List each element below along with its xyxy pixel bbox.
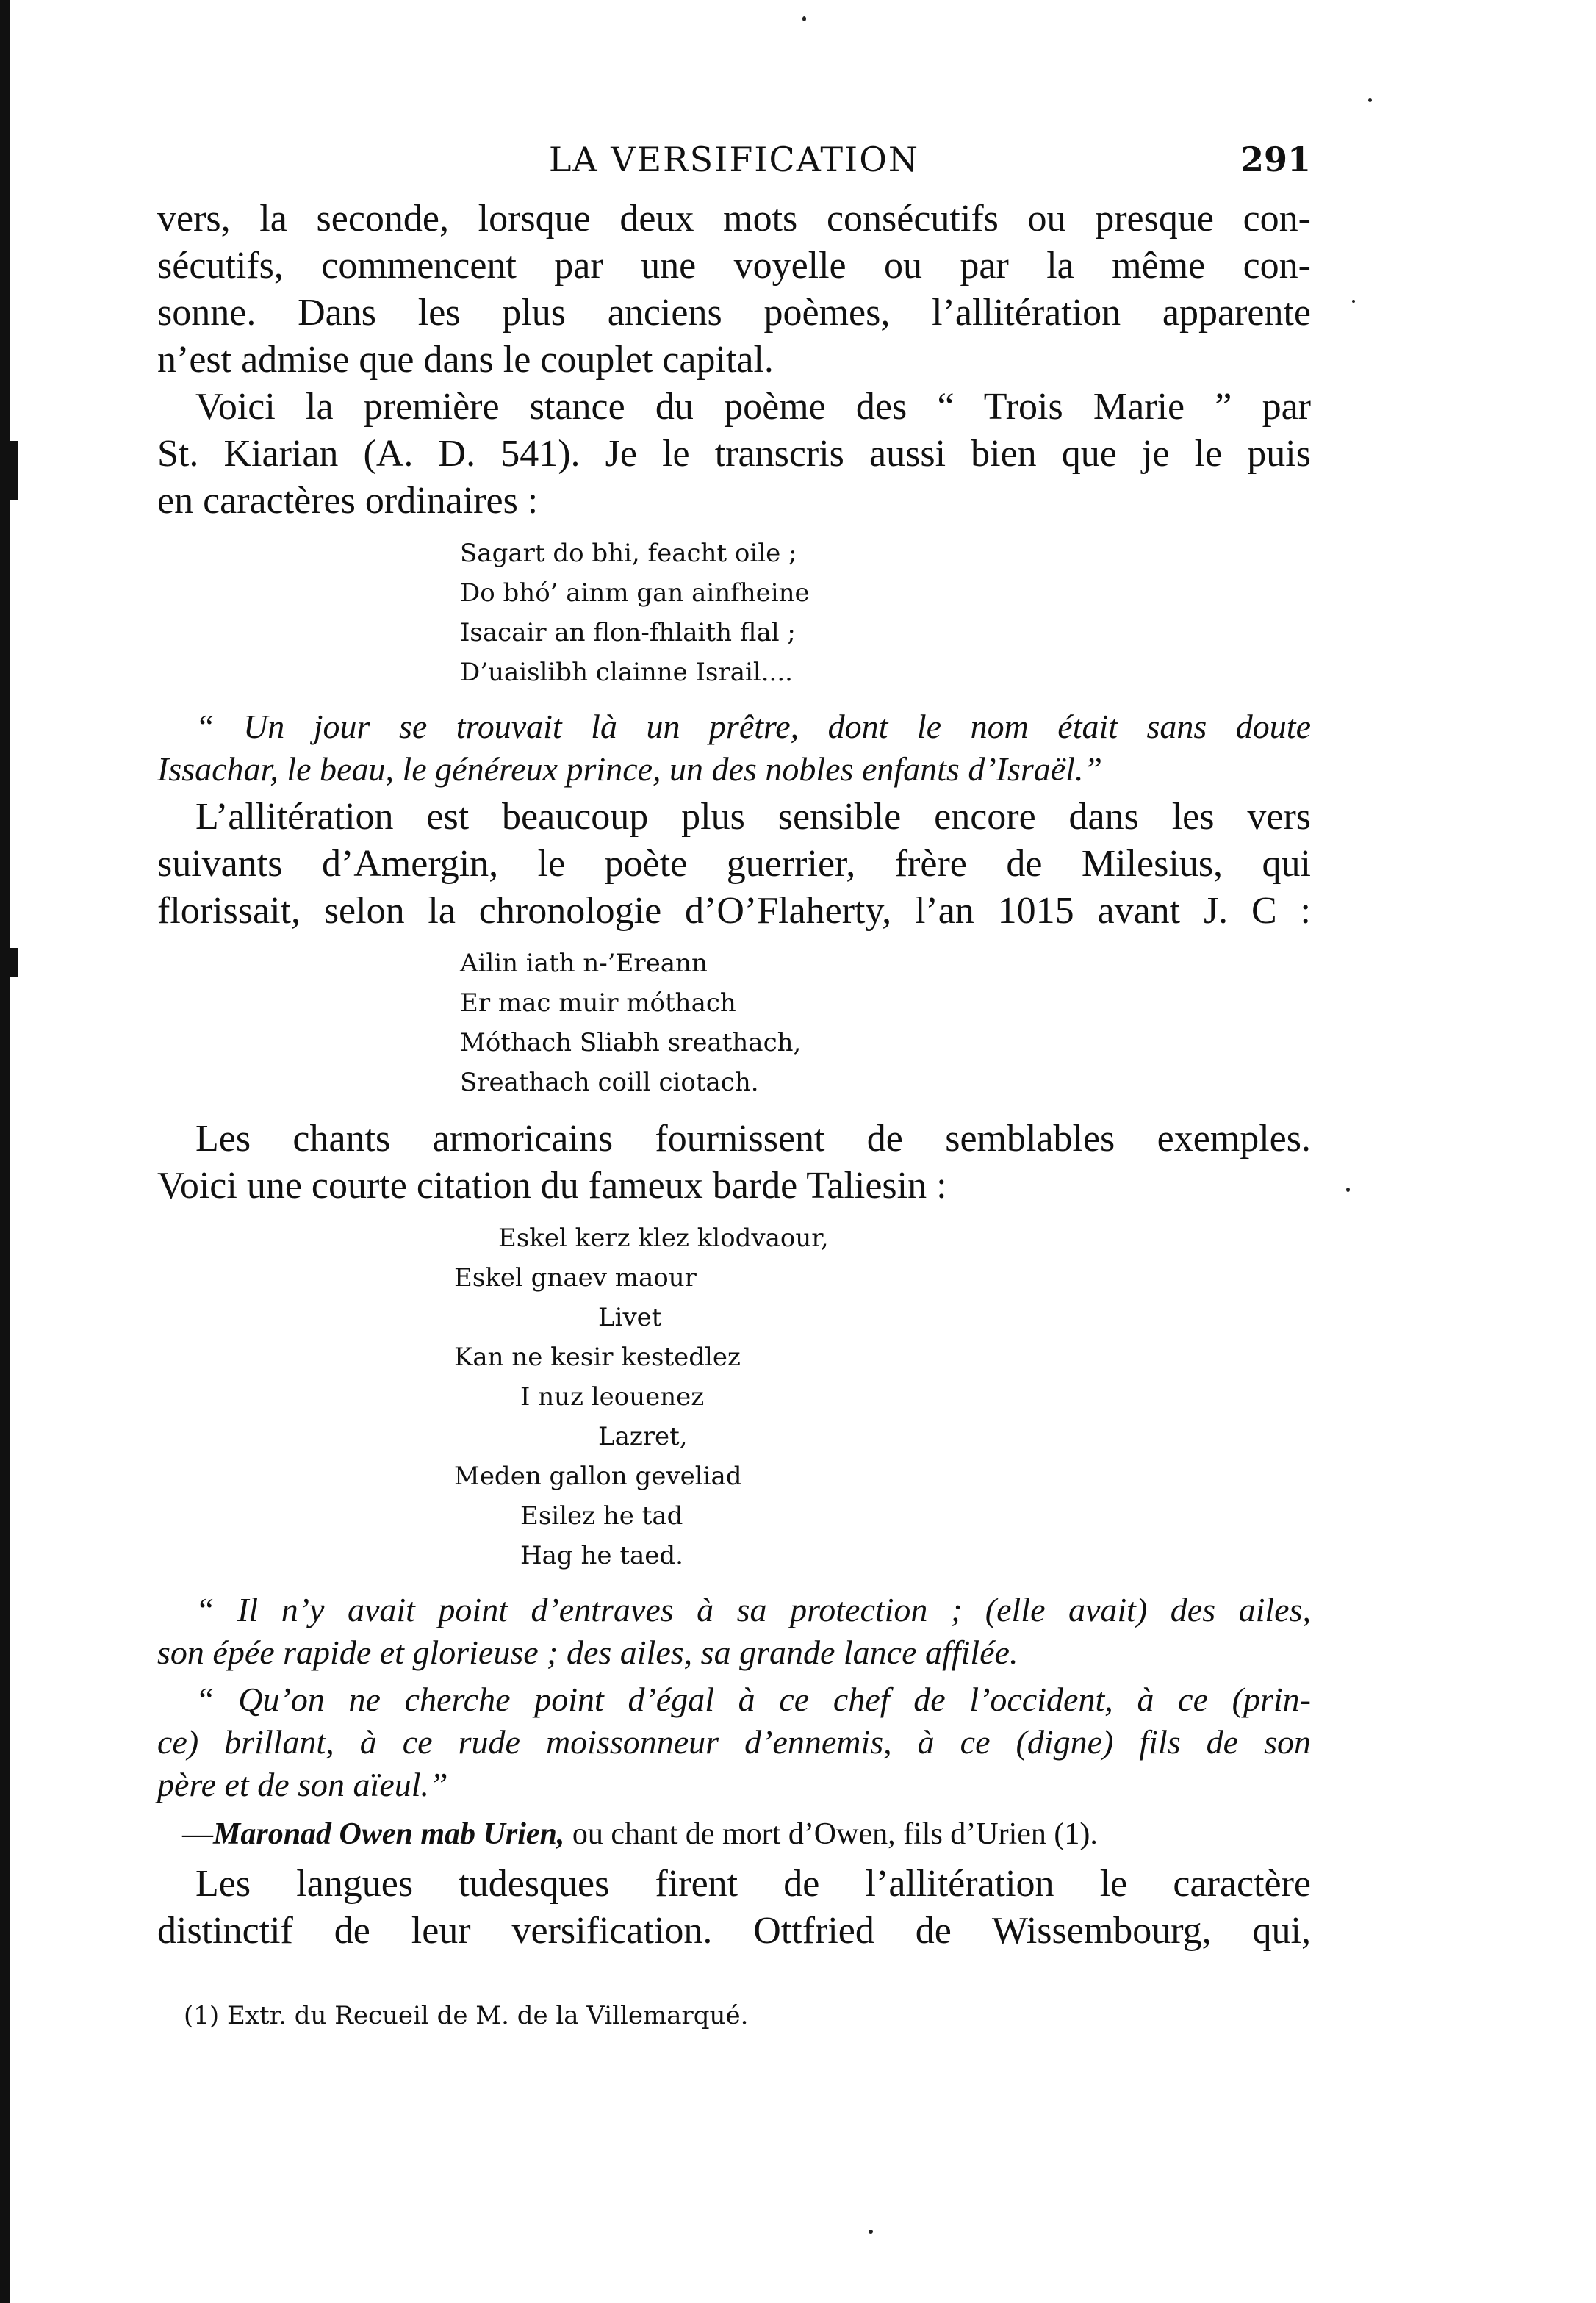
verse-line: I nuz leouenez <box>520 1382 705 1412</box>
verse-line: Do bhó’ ainm gan ainfheine <box>460 578 810 608</box>
translation-3 <box>157 1678 1311 1806</box>
print-speck <box>1346 1188 1350 1192</box>
binding-mark <box>10 948 18 977</box>
text-line: St. Kiarian (A. D. 541). Je le transcris aussi bien que je le puis <box>157 433 1311 475</box>
verse-line: Isacair an flon-fhlaith flal ; <box>460 618 796 647</box>
text-line: sonne. Dans les plus anciens poèmes, l’allitération apparente <box>157 292 1311 334</box>
taliesin-verse <box>157 1218 1311 1576</box>
text-line: “ Qu’on ne cherche point d’égal à ce chef de l’occident, à ce (prin- <box>195 1681 1311 1718</box>
text-line: Voici la première stance du poème des “ Trois Marie ” par <box>195 386 1311 428</box>
verse-line: Eskel gnaev maour <box>454 1263 697 1293</box>
verse-line: Ailin iath n-’Ereann <box>460 949 708 978</box>
text-line: sécutifs, commencent par une voyelle ou par la même con- <box>157 245 1311 287</box>
translation-1 <box>157 705 1311 791</box>
text-line: florissait, selon la chronologie d’O’Flaherty, l’an 1015 avant J. C : <box>157 890 1311 932</box>
amergin-verse <box>157 944 1311 1102</box>
text-line: Les chants armoricains fournissent de semblables exemples. <box>195 1118 1311 1160</box>
verse-line: Sagart do bhi, feacht oile ; <box>460 539 797 568</box>
text-line: Les langues tudesques firent de l’allitération le caractère <box>195 1863 1311 1905</box>
translation-2 <box>157 1589 1311 1674</box>
print-speck <box>802 16 806 21</box>
text-line: ce) brillant, à ce rude moissonneur d’ennemis, à ce (digne) fils de son <box>157 1723 1311 1761</box>
text-line: “ Un jour se trouvait là un prêtre, dont le nom était sans doute <box>195 708 1311 745</box>
paragraph-5 <box>157 1861 1311 1955</box>
text-line: Voici une courte citation du fameux barde Taliesin : <box>157 1165 947 1207</box>
attribution-line <box>182 1812 1311 1856</box>
paragraph-1 <box>157 195 1311 384</box>
paragraph-2 <box>157 384 1311 525</box>
verse-line: Móthach Sliabh sreathach, <box>460 1028 802 1057</box>
text-line: en caractères ordinaires : <box>157 480 539 522</box>
print-speck <box>1352 300 1355 303</box>
running-title: LA VERSIFICATION <box>548 140 920 179</box>
verse-line: Hag he taed. <box>520 1541 683 1570</box>
text-line: distinctif de leur versification. Ottfried de Wissembourg, qui, <box>157 1910 1311 1952</box>
binding-mark <box>10 441 18 500</box>
text-line: L’allitération est beaucoup plus sensible encore dans les vers <box>195 796 1311 838</box>
verse-line: Sreathach coill ciotach. <box>460 1068 759 1097</box>
irish-verse-stanza <box>157 533 1311 692</box>
book-binding-edge <box>0 0 10 2303</box>
work-title: Maronad Owen mab Urien, <box>213 1817 565 1851</box>
page-header <box>157 140 1311 191</box>
verse-line: Kan ne kesir kestedlez <box>454 1343 741 1372</box>
verse-line: D’uaislibh clainne Israil.... <box>460 658 793 687</box>
verse-line: Livet <box>598 1303 662 1332</box>
verse-line: Esilez he tad <box>520 1501 683 1531</box>
paragraph-4 <box>157 1115 1311 1210</box>
text-line: vers, la seconde, lorsque deux mots consécutifs ou presque con- <box>157 198 1311 240</box>
text-line: “ Il n’y avait point d’entraves à sa protection ; (elle avait) des ailes, <box>195 1591 1311 1628</box>
print-speck <box>1368 98 1372 102</box>
text-line: Issachar, le beau, le généreux prince, un des nobles enfants d’Israël.” <box>157 750 1103 788</box>
verse-line: Meden gallon geveliad <box>454 1462 742 1491</box>
text-line: suivants d’Amergin, le poète guerrier, frère de Milesius, qui <box>157 843 1311 885</box>
footnote: (1) Extr. du Recueil de M. de la Villemarqué. <box>184 2001 749 2030</box>
text-line: son épée rapide et glorieuse ; des ailes, sa grande lance affilée. <box>157 1634 1018 1671</box>
text-line: père et de son aïeul.” <box>157 1766 448 1803</box>
book-page <box>157 140 1311 2034</box>
verse-line: Eskel kerz klez klodvaour, <box>498 1224 829 1253</box>
attribution-text: ou chant de mort d’Owen, fils d’Urien (1). <box>564 1817 1098 1851</box>
text-line: n’est admise que dans le couplet capital. <box>157 339 774 381</box>
em-dash: — <box>182 1817 213 1851</box>
page-number: 291 <box>1240 140 1311 179</box>
print-speck <box>869 2230 873 2234</box>
paragraph-3 <box>157 794 1311 935</box>
verse-line: Er mac muir móthach <box>460 988 736 1018</box>
verse-line: Lazret, <box>598 1422 688 1451</box>
